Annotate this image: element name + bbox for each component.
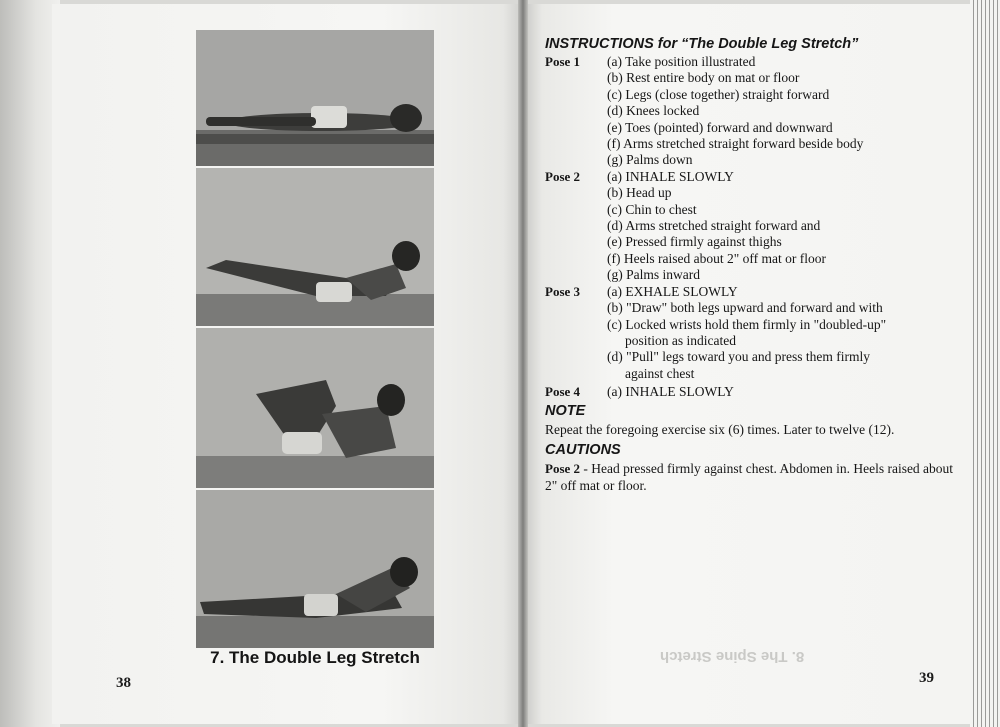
pose-4-block <box>545 384 965 400</box>
pose-label: Pose 1 <box>545 54 581 69</box>
pose-1-photo <box>196 30 434 166</box>
pose-4-photo <box>196 490 434 648</box>
instruction-line: (g) Palms inward <box>607 267 700 283</box>
instruction-line: (f) Arms stretched straight forward beside body <box>607 136 864 152</box>
instruction-line: (a) INHALE SLOWLY <box>607 168 734 184</box>
note-text: Repeat the foregoing exercise six (6) times. Later to twelve (12). <box>545 421 895 437</box>
instruction-line: (d) Arms stretched straight forward and <box>607 218 821 234</box>
pose-3-photo <box>196 328 434 488</box>
cautions-pose-label: Pose 2 <box>545 460 581 476</box>
instruction-line: (d) Knees locked <box>607 103 700 119</box>
cautions-heading: CAUTIONS <box>545 441 621 458</box>
right-page-edges <box>970 0 1000 727</box>
instruction-line: (a) INHALE SLOWLY <box>607 384 734 400</box>
pose-label: Pose 2 <box>545 168 581 184</box>
instruction-line: (e) Pressed firmly against thighs <box>607 234 782 250</box>
instruction-line: position as indicated <box>625 332 736 348</box>
instruction-line: (f) Heels raised about 2" off mat or floor <box>607 250 826 266</box>
figure-caption: 7. The Double Leg Stretch <box>210 648 420 667</box>
cautions-body: - Head pressed firmly against chest. Abdomen in. Heels raised about 2" off mat or floor. <box>545 460 954 493</box>
instruction-line: (b) Head up <box>607 185 672 201</box>
show-through-text: 8. The Spine Stretch <box>660 648 805 665</box>
instruction-line: (c) Legs (close together) straight forward <box>607 86 830 102</box>
instruction-line: (d) "Pull" legs toward you and press them firmly <box>607 349 870 365</box>
photo-strip <box>196 30 434 648</box>
instruction-line: (c) Chin to chest <box>607 201 697 217</box>
instruction-line: (e) Toes (pointed) forward and downward <box>607 119 833 135</box>
pose-1-block <box>545 54 965 169</box>
instruction-line: (b) "Draw" both legs upward and forward and with <box>607 300 883 316</box>
instructions-title: INSTRUCTIONS for “The Double Leg Stretch” <box>545 36 859 52</box>
pose-2-block <box>545 169 965 284</box>
pose-2-photo <box>196 168 434 326</box>
instruction-line: against chest <box>625 365 695 381</box>
page-number-right: 39 <box>919 670 934 686</box>
instruction-line: (c) Locked wrists hold them firmly in "doubled-up" <box>607 316 887 332</box>
page-number-left: 38 <box>116 675 131 691</box>
instruction-line: (b) Rest entire body on mat or floor <box>607 70 800 86</box>
note-heading: NOTE <box>545 402 586 419</box>
cautions-text <box>545 460 965 494</box>
instruction-line: (a) Take position illustrated <box>607 54 756 69</box>
instruction-line: (g) Palms down <box>607 152 693 168</box>
pose-3-block <box>545 284 965 382</box>
left-page-edges <box>0 0 60 727</box>
instructions-block <box>545 36 965 494</box>
instruction-line: (a) EXHALE SLOWLY <box>607 283 738 299</box>
pose-label: Pose 3 <box>545 283 581 299</box>
pose-label: Pose 4 <box>545 384 581 400</box>
book-gutter <box>518 0 528 727</box>
